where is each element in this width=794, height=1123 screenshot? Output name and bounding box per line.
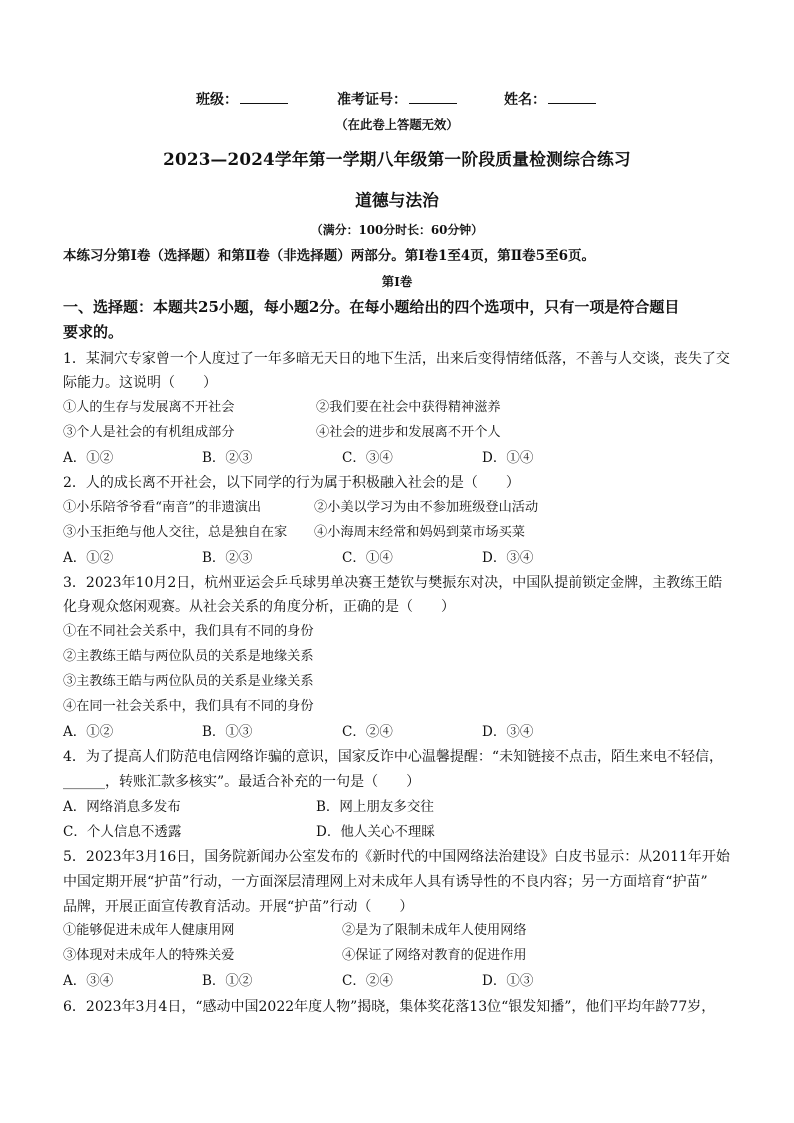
q1-statement-1: ①人的生存与发展离不开社会 (63, 400, 235, 415)
name-field (504, 89, 596, 109)
name-label: 姓名： (504, 92, 546, 108)
q5-statement-4: ④保证了网络对教育的促进作用 (342, 948, 527, 963)
q4-choice-d[interactable]: D．他人关心不理睬 (316, 824, 435, 840)
answer-notice: （在此卷上答题无效） (335, 117, 459, 132)
q2-statement-2: ②小美以学习为由不参加班级登山活动 (314, 500, 539, 515)
q5-choice-c[interactable]: C．②④ (342, 973, 393, 989)
q3-statement-4: ④在同一社会关系中，我们具有不同的身份 (63, 699, 314, 714)
name-blank[interactable] (548, 89, 596, 104)
q2-choice-d[interactable]: D．③④ (482, 550, 534, 566)
class-blank[interactable] (240, 89, 288, 104)
q1-choice-c[interactable]: C．③④ (342, 450, 393, 466)
class-field (196, 89, 288, 109)
q3-statement-1: ①在不同社会关系中，我们具有不同的身份 (63, 624, 314, 639)
section-heading-line-2: 要求的。 (63, 323, 124, 341)
exam-intro: 本练习分第Ⅰ卷（选择题）和第Ⅱ卷（非选择题）两部分。第Ⅰ卷1至4页，第Ⅱ卷5至6页。 (63, 248, 595, 264)
q3-choice-a[interactable]: A．①② (63, 724, 114, 740)
exam-number-label: 准考证号： (337, 92, 407, 108)
q2-choice-b[interactable]: B．②③ (202, 550, 253, 566)
q2-statement-3: ③小玉拒绝与他人交往，总是独自在家 (63, 525, 288, 540)
question-4-line-1: 4．为了提高人们防范电信网络诈骗的意识，国家反诈中心温馨提醒：“未知链接不点击，陌生来电不轻信， (63, 749, 724, 765)
q5-choice-d[interactable]: D．①③ (482, 973, 534, 989)
question-1-line-1: 1．某洞穴专家曾一个人度过了一年多暗无天日的地下生活，出来后变得情绪低落，不善与人交谈，丧失了交 (63, 351, 730, 367)
question-4-line-2: ______，转账汇款多核实”。最适合补充的一句是（ ） (63, 774, 421, 790)
class-label: 班级： (196, 92, 238, 108)
question-5-line-3: 品牌，开展正面宣传教育活动。开展“护苗”行动（ ） (63, 899, 414, 915)
q2-choice-c[interactable]: C．①④ (342, 550, 393, 566)
section-heading-line-1: 一、选择题：本题共25小题，每小题2分。在每小题给出的四个选项中，只有一项是符合题目 (63, 298, 680, 316)
volume-title: 第Ⅰ卷 (381, 274, 413, 289)
q5-statement-2: ②是为了限制未成年人使用网络 (342, 923, 527, 938)
q3-choice-b[interactable]: B．①③ (202, 724, 253, 740)
exam-title: 2023—2024学年第一学期八年级第一阶段质量检测综合练习 (163, 149, 631, 169)
student-info-row (0, 89, 794, 109)
q1-choice-a[interactable]: A．①② (63, 450, 114, 466)
q2-statement-4: ④小海周末经常和妈妈到菜市场买菜 (314, 525, 525, 540)
question-5-line-1: 5．2023年3月16日，国务院新闻办公室发布的《新时代的中国网络法治建设》白皮书显示：从2011年开始 (63, 849, 730, 865)
question-1-line-2: 际能力。这说明（ ） (63, 375, 217, 391)
q2-choice-a[interactable]: A．①② (63, 550, 114, 566)
exam-meta: （满分：100分时长：60分钟） (310, 223, 484, 237)
q5-choice-b[interactable]: B．①② (202, 973, 253, 989)
question-2-line-1: 2．人的成长离不开社会，以下同学的行为属于积极融入社会的是（ ） (63, 475, 520, 491)
exam-number-blank[interactable] (409, 89, 457, 104)
q4-choice-b[interactable]: B．网上朋友多交往 (316, 799, 434, 815)
question-3-line-1: 3．2023年10月2日，杭州亚运会乒乓球男单决赛王楚钦与樊振东对决，中国队提前锁定金牌，主教练王皓 (63, 575, 723, 591)
q1-statement-4: ④社会的进步和发展离不开个人 (316, 425, 501, 440)
question-6-line-1: 6．2023年3月4日，“感动中国2022年度人物”揭晓，集体奖花落13位“银发知播”，他们平均年龄77岁， (63, 999, 716, 1015)
q3-choice-d[interactable]: D．③④ (482, 724, 534, 740)
q3-statement-3: ③主教练王皓与两位队员的关系是业缘关系 (63, 674, 314, 689)
exam-number-field (337, 89, 457, 109)
q3-choice-c[interactable]: C．②④ (342, 724, 393, 740)
q4-choice-c[interactable]: C．个人信息不透露 (63, 824, 182, 840)
q1-statement-2: ②我们要在社会中获得精神滋养 (316, 400, 501, 415)
q3-statement-2: ②主教练王皓与两位队员的关系是地缘关系 (63, 649, 314, 664)
q2-statement-1: ①小乐陪爷爷看“南音”的非遗演出 (63, 500, 262, 515)
q5-statement-1: ①能够促进未成年人健康用网 (63, 923, 235, 938)
q1-choice-d[interactable]: D．①④ (482, 450, 534, 466)
q4-choice-a[interactable]: A．网络消息多发布 (63, 799, 181, 815)
question-3-line-2: 化身观众悠闲观赛。从社会关系的角度分析，正确的是（ ） (63, 599, 455, 615)
q1-statement-3: ③个人是社会的有机组成部分 (63, 425, 235, 440)
question-5-line-2: 中国定期开展“护苗”行动，一方面深层清理网上对未成年人具有诱导性的不良内容；另一方面培育“护苗” (63, 874, 708, 890)
q5-choice-a[interactable]: A．③④ (63, 973, 114, 989)
q5-statement-3: ③体现对未成年人的特殊关爱 (63, 948, 235, 963)
q1-choice-b[interactable]: B．②③ (202, 450, 253, 466)
subject-title: 道德与法治 (355, 190, 439, 210)
